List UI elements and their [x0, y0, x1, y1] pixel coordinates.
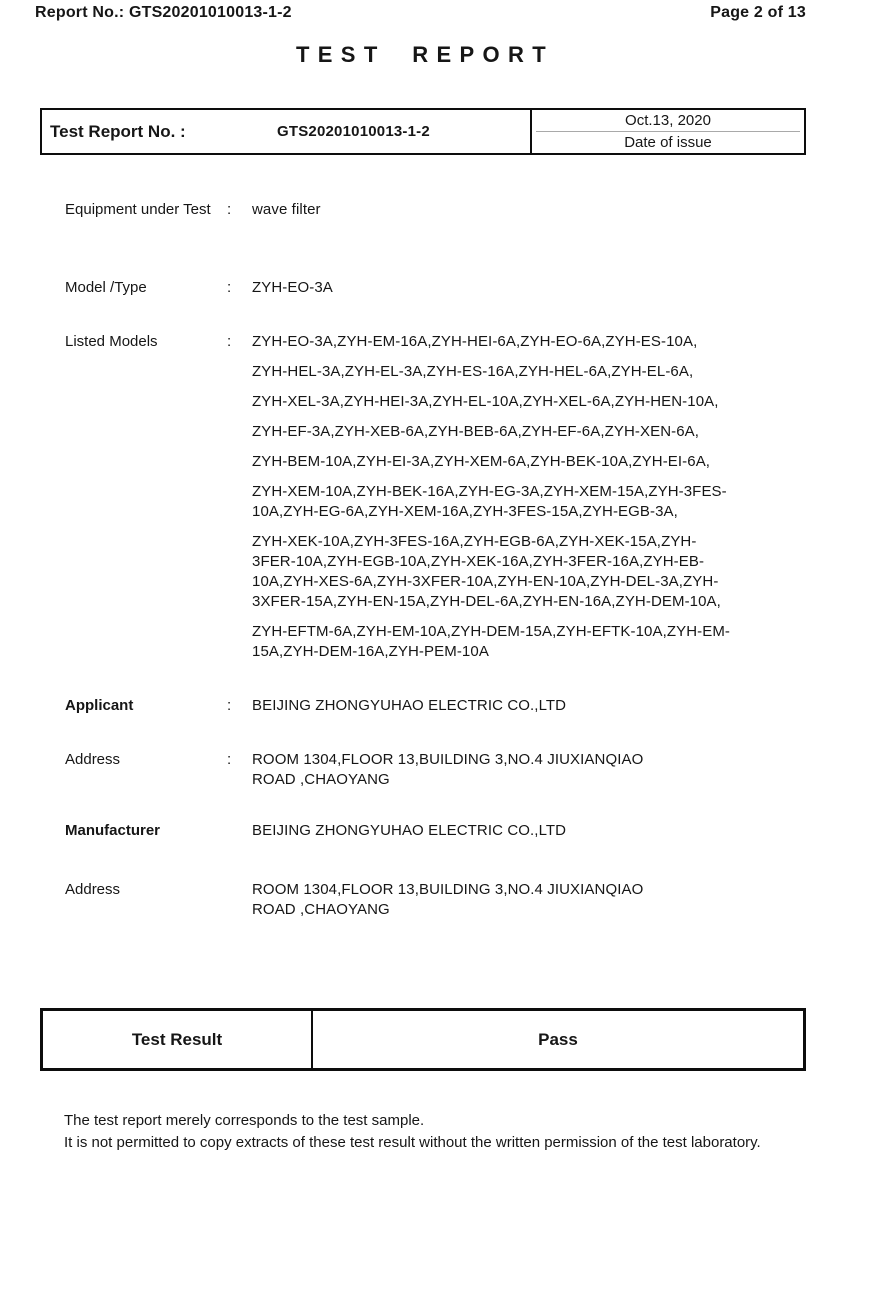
manufacturer-address-line2: ROAD ,CHAOYANG — [252, 901, 390, 918]
manufacturer-address-label: Address — [65, 881, 121, 898]
applicant-value: BEIJING ZHONGYUHAO ELECTRIC CO.,LTD — [252, 697, 567, 714]
header-page-number: Page 2 of 13 — [710, 4, 806, 21]
listed-models-line: ZYH-EF-3A,ZYH-XEB-6A,ZYH-BEB-6A,ZYH-EF-6A,ZYH-XEN-6A, — [252, 423, 700, 440]
listed-models-line: 3FER-10A,ZYH-EGB-10A,ZYH-XEK-16A,ZYH-3FER-16A,ZYH-EB- — [252, 553, 705, 570]
manufacturer-address-colon — [227, 880, 252, 920]
listed-models-colon: : — [227, 333, 232, 350]
running-header — [35, 4, 806, 22]
report-number-label: Test Report No. : — [50, 121, 186, 141]
disclaimer-line1: The test report merely corresponds to the test sample. — [64, 1112, 425, 1129]
applicant-address-value — [252, 750, 820, 790]
row-equipment-under-test — [65, 200, 820, 220]
listed-models-line: 10A,ZYH-EG-6A,ZYH-XEM-16A,ZYH-3FES-15A,ZYH-EGB-3A, — [252, 503, 678, 520]
listed-models-line: ZYH-XEK-10A,ZYH-3FES-16A,ZYH-EGB-6A,ZYH-XEK-15A,ZYH- — [252, 533, 697, 550]
applicant-label: Applicant — [65, 697, 134, 714]
row-manufacturer — [65, 821, 820, 841]
model-type-colon: : — [227, 279, 232, 296]
listed-models-label: Listed Models — [65, 333, 158, 350]
test-result-table — [40, 1008, 806, 1071]
report-number-cell — [42, 110, 530, 153]
equipment-value: wave filter — [252, 201, 321, 218]
applicant-address-line1: ROOM 1304,FLOOR 13,BUILDING 3,NO.4 JIUXIANQIAO — [252, 751, 644, 768]
manufacturer-colon — [227, 821, 252, 841]
equipment-label: Equipment under Test — [65, 201, 211, 218]
test-result-label: Test Result — [43, 1011, 313, 1068]
test-result-value: Pass — [538, 1029, 578, 1049]
equipment-colon: : — [227, 201, 232, 218]
manufacturer-address-line1: ROOM 1304,FLOOR 13,BUILDING 3,NO.4 JIUXIANQIAO — [252, 881, 644, 898]
report-number-value: GTS20201010013-1-2 — [277, 123, 430, 140]
listed-models-line: ZYH-EO-3A,ZYH-EM-16A,ZYH-HEI-6A,ZYH-EO-6A,ZYH-ES-10A, — [252, 333, 698, 350]
applicant-address-line2: ROAD ,CHAOYANG — [252, 771, 390, 788]
manufacturer-value: BEIJING ZHONGYUHAO ELECTRIC CO.,LTD — [252, 822, 567, 839]
applicant-address-label: Address — [65, 751, 121, 768]
manufacturer-label: Manufacturer — [65, 822, 161, 839]
date-of-issue-value: Oct.13, 2020 — [536, 110, 800, 132]
row-listed-models — [65, 332, 820, 662]
applicant-colon: : — [227, 697, 232, 714]
model-type-label: Model /Type — [65, 279, 147, 296]
date-of-issue-label: Date of issue — [624, 134, 712, 151]
listed-models-line: 15A,ZYH-DEM-16A,ZYH-PEM-10A — [252, 643, 489, 660]
listed-models-value — [252, 332, 820, 662]
listed-models-line: 10A,ZYH-XES-6A,ZYH-3XFER-10A,ZYH-EN-10A,ZYH-DEL-3A,ZYH- — [252, 573, 719, 590]
disclaimer-line2: It is not permitted to copy extracts of these test result without the written permission of the test laboratory. — [64, 1134, 761, 1151]
listed-models-line: ZYH-EFTM-6A,ZYH-EM-10A,ZYH-DEM-15A,ZYH-EFTK-10A,ZYH-EM- — [252, 623, 731, 640]
listed-models-line: ZYH-BEM-10A,ZYH-EI-3A,ZYH-XEM-6A,ZYH-BEK-10A,ZYH-EI-6A, — [252, 453, 711, 470]
row-manufacturer-address — [65, 880, 820, 920]
disclaimer — [64, 1110, 832, 1154]
row-model-type — [65, 278, 820, 298]
row-applicant — [65, 696, 820, 716]
header-report-no: Report No.: GTS20201010013-1-2 — [35, 4, 292, 21]
date-of-issue-cell — [530, 110, 804, 153]
listed-models-line: 3XFER-15A,ZYH-EN-15A,ZYH-DEL-6A,ZYH-EN-16A,ZYH-DEM-10A, — [252, 593, 721, 610]
manufacturer-address-value — [252, 880, 820, 920]
row-applicant-address — [65, 750, 820, 790]
listed-models-line: ZYH-XEM-10A,ZYH-BEK-16A,ZYH-EG-3A,ZYH-XEM-15A,ZYH-3FES- — [252, 483, 727, 500]
report-number-table — [40, 108, 806, 155]
model-type-value: ZYH-EO-3A — [252, 279, 333, 296]
listed-models-line: ZYH-XEL-3A,ZYH-HEI-3A,ZYH-EL-10A,ZYH-XEL-6A,ZYH-HEN-10A, — [252, 393, 719, 410]
page-title: TEST REPORT — [295, 42, 555, 67]
listed-models-line: ZYH-HEL-3A,ZYH-EL-3A,ZYH-ES-16A,ZYH-HEL-6A,ZYH-EL-6A, — [252, 363, 694, 380]
applicant-address-colon: : — [227, 751, 232, 768]
